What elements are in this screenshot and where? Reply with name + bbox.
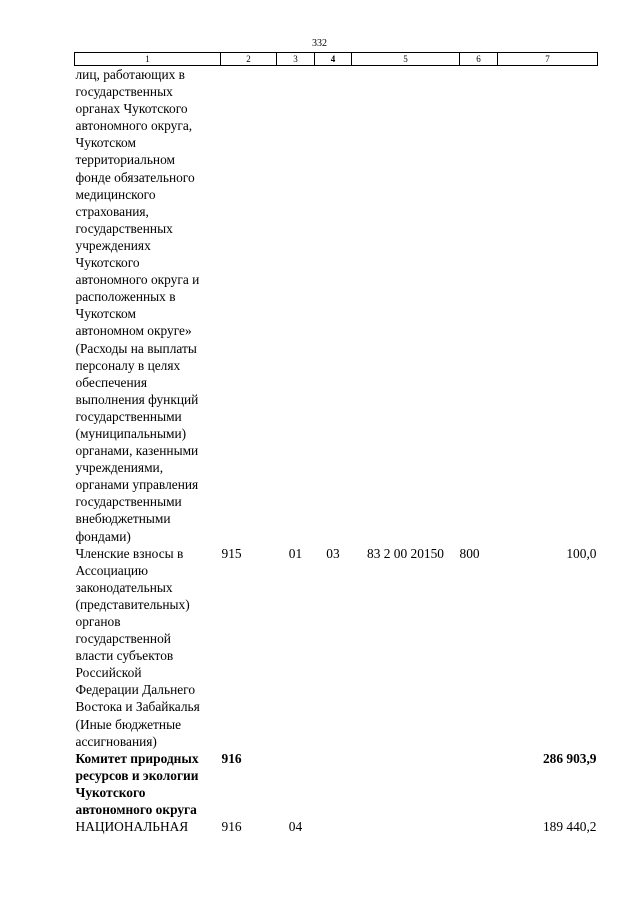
item-name-line: Чукотском: [75, 135, 136, 151]
item-name-line: власти субъектов: [75, 648, 174, 664]
column-header-7: 7: [498, 53, 598, 66]
item-name-line: ресурсов и экологии: [75, 767, 199, 783]
ministry-code-cell: 916: [221, 750, 242, 766]
item-name-line: Чукотском: [75, 306, 136, 322]
item-name-line: (Иные бюджетные: [75, 716, 182, 732]
item-name-line: Членские взносы в: [75, 545, 184, 561]
item-name-line: (представительных): [75, 596, 190, 612]
column-number-row: [75, 53, 598, 66]
table-body: [75, 66, 598, 836]
table-row: [75, 66, 598, 545]
item-name-line: органами управления: [75, 477, 199, 493]
table-row: [75, 545, 598, 750]
amount-cell: [498, 66, 598, 545]
item-name-line: Чукотского: [75, 784, 146, 800]
section-cell: 04: [288, 819, 303, 835]
item-name-line: учреждениях: [75, 237, 151, 253]
amount-cell: 100,0: [566, 545, 597, 561]
budget-table: [74, 52, 598, 835]
subsection-cell: [315, 750, 352, 818]
item-name-line: НАЦИОНАЛЬНАЯ: [75, 819, 189, 835]
item-name-line: Комитет природных: [75, 750, 199, 766]
target-article-cell: [352, 750, 460, 818]
item-name-line: лиц, работающих в: [75, 67, 185, 82]
item-name-line: учреждениями,: [75, 460, 164, 476]
section-cell: [277, 750, 315, 818]
item-name-line: Чукотского: [75, 255, 140, 271]
section-cell: 01: [288, 545, 303, 561]
page-number: 332: [312, 38, 327, 49]
target-article-cell: 83 2 00 20150: [367, 545, 444, 561]
item-name-cell: [75, 545, 221, 750]
item-name-line: автономном округе»: [75, 323, 192, 339]
item-name-cell: [75, 750, 221, 818]
item-name-line: органов: [75, 614, 121, 629]
item-name-line: Востока и Забайкалья: [75, 699, 200, 715]
item-name-line: государственных: [75, 220, 173, 236]
item-name-line: Федерации Дальнего: [75, 682, 196, 698]
section-cell: [277, 66, 315, 545]
expense-type-cell: [460, 818, 498, 835]
item-name-line: государственными: [75, 494, 182, 510]
target-article-cell: [352, 66, 460, 545]
table-row: [75, 750, 598, 818]
target-article-cell: [352, 818, 460, 835]
ministry-code-cell: 916: [221, 819, 242, 835]
item-name-line: фонде обязательного: [75, 169, 195, 185]
item-name-line: законодательных: [75, 579, 173, 595]
item-name-line: страхования,: [75, 203, 149, 219]
column-header-5: 5: [352, 53, 460, 66]
item-name-line: Российской: [75, 665, 142, 681]
item-name-line: органами, казенными: [75, 443, 199, 459]
item-name-line: ассигнования): [75, 733, 157, 749]
item-name-line: расположенных в: [75, 289, 176, 305]
item-name-line: государственной: [75, 631, 171, 647]
item-name-line: органах Чукотского: [75, 101, 188, 117]
item-name-line: государственных: [75, 84, 173, 100]
item-name-line: автономного округа,: [75, 118, 193, 134]
column-header-4: 4: [315, 53, 352, 66]
item-name-line: (Расходы на выплаты: [75, 340, 197, 356]
item-name-line: выполнения функций: [75, 391, 199, 407]
subsection-cell: [315, 818, 352, 835]
ministry-code-cell: [221, 66, 277, 545]
item-name-line: (муниципальными): [75, 425, 187, 441]
item-name-line: Ассоциацию: [75, 562, 149, 578]
expense-type-cell: 800: [459, 545, 480, 561]
expense-type-cell: [460, 750, 498, 818]
item-name-line: фондами): [75, 528, 131, 544]
subsection-cell: 03: [326, 545, 340, 561]
column-header-6: 6: [460, 53, 498, 66]
ministry-code-cell: 915: [221, 545, 242, 561]
item-name-line: обеспечения: [75, 374, 147, 390]
item-name-line: автономного округа: [75, 802, 197, 818]
item-name-line: территориальном: [75, 152, 176, 168]
item-name-line: государственными: [75, 408, 182, 424]
item-name-line: медицинского: [75, 186, 156, 202]
amount-cell: 286 903,9: [542, 750, 597, 766]
table-row: [75, 818, 598, 835]
column-header-2: 2: [221, 53, 277, 66]
amount-cell: 189 440,2: [542, 819, 597, 835]
item-name-line: персоналу в целях: [75, 357, 181, 373]
column-header-1: 1: [75, 53, 221, 66]
item-name-line: автономного округа и: [75, 272, 200, 288]
item-name-cell: [75, 66, 221, 545]
column-header-3: 3: [277, 53, 315, 66]
item-name-cell: [75, 818, 221, 835]
subsection-cell: [315, 66, 352, 545]
item-name-line: внебюджетными: [75, 511, 171, 527]
expense-type-cell: [460, 66, 498, 545]
